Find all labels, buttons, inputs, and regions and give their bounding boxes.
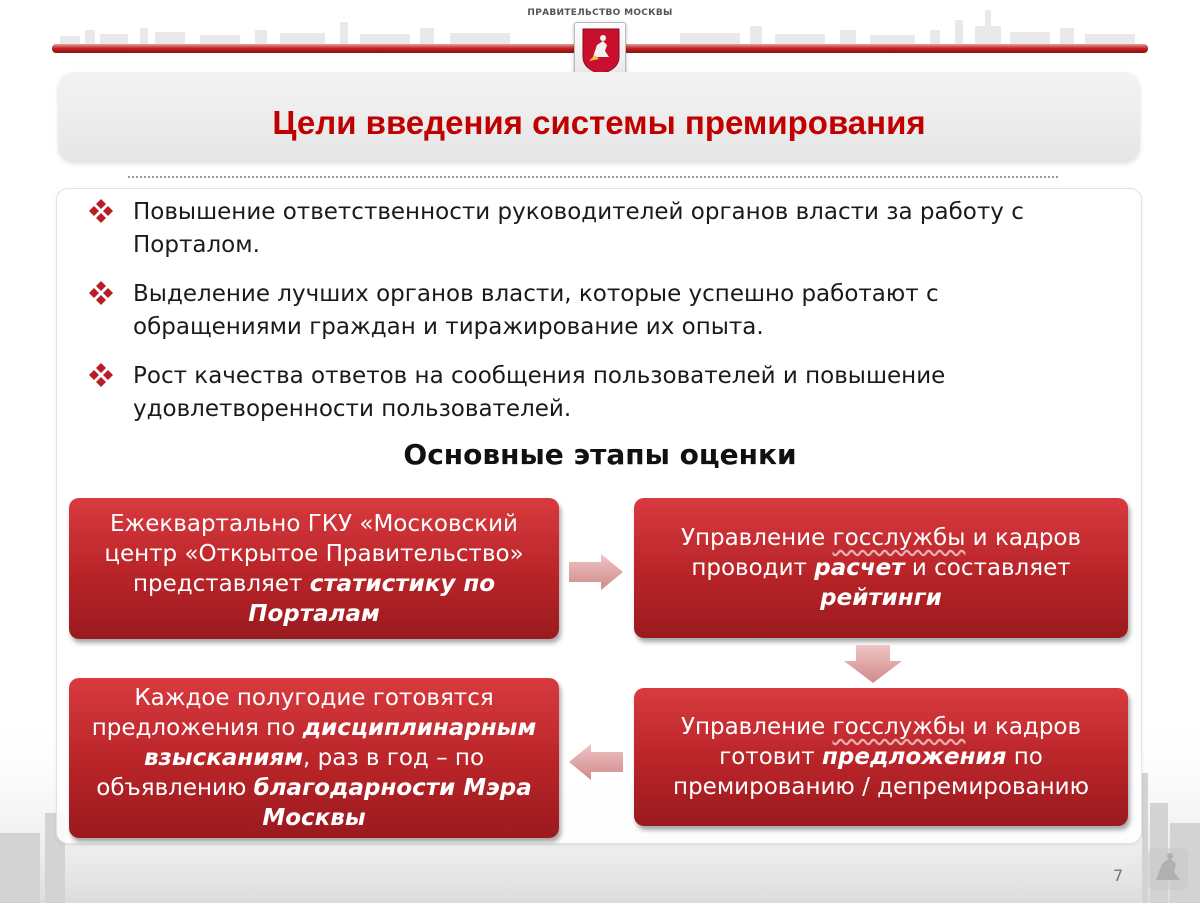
footer-emblem-icon xyxy=(1148,848,1188,890)
stage-text-underlined: госслужбы xyxy=(832,525,966,551)
government-label: ПРАВИТЕЛЬСТВО МОСКВЫ xyxy=(527,8,673,18)
stage-emphasis: статистику по Порталам xyxy=(248,570,496,627)
bullet-line: Выделение лучших органов власти, которые успешно работают с xyxy=(133,281,939,307)
arrow-right-icon xyxy=(567,552,625,592)
stage-text: Ежеквартально ГКУ «Московский центр «Открытое Правительство» представляет xyxy=(104,510,524,597)
stage-box-text xyxy=(85,683,543,833)
stages-title: Основные этапы оценки xyxy=(403,438,797,471)
stage-box-text xyxy=(85,509,543,629)
bullet-line: Рост качества ответов на сообщения пользователей и повышение xyxy=(133,363,946,389)
stage-text: и кадров проводит xyxy=(691,525,1082,581)
stage-box-rating xyxy=(634,498,1128,638)
stage-text: Каждое полугодие готовятся предложения по xyxy=(91,685,494,741)
stage-text: по премированию / депремированию xyxy=(673,744,1089,800)
bullet-line: обращениями граждан и тиражирование их опыта. xyxy=(133,314,764,340)
diamond-bullet-icon xyxy=(88,362,114,388)
stage-box-text xyxy=(650,523,1112,613)
list-item xyxy=(88,196,1088,262)
list-item xyxy=(88,360,1088,426)
stage-text-underlined: госслужбы xyxy=(832,714,966,740)
list-item xyxy=(88,278,1088,344)
arrow-down-icon xyxy=(842,643,904,685)
stage-emphasis: рейтинги xyxy=(820,585,942,611)
stage-text: Управление xyxy=(680,525,833,551)
slide-title: Цели введения системы премирования xyxy=(272,104,926,141)
diamond-bullet-icon xyxy=(88,280,114,306)
divider xyxy=(128,176,1058,178)
stage-text: и кадров готовит xyxy=(719,714,1082,770)
stage-text: Управление xyxy=(680,714,833,740)
page-number: 7 xyxy=(1113,866,1124,885)
stage-box-disciplinary xyxy=(69,678,559,838)
stage-emphasis: благодарности Мэра Москвы xyxy=(253,775,532,831)
arrow-left-icon xyxy=(567,742,625,782)
stage-box-text xyxy=(650,712,1112,802)
bullet-line: Порталом. xyxy=(133,232,260,258)
diamond-bullet-icon xyxy=(88,198,114,224)
stage-emphasis: расчет xyxy=(814,555,905,581)
bullet-line: Повышение ответственности руководителей органов власти за работу с xyxy=(133,199,1024,225)
goals-list xyxy=(88,196,1088,442)
stage-text: , раз в год – по объявлению xyxy=(96,745,485,801)
bullet-line: удовлетворенности пользователей. xyxy=(133,396,572,422)
stage-box-statistics xyxy=(69,498,559,639)
stage-box-proposals xyxy=(634,688,1128,826)
stage-text: и составляет xyxy=(904,555,1071,581)
stage-emphasis: дисциплинарным взысканиям xyxy=(143,715,537,771)
stage-emphasis: предложения xyxy=(821,744,1007,770)
